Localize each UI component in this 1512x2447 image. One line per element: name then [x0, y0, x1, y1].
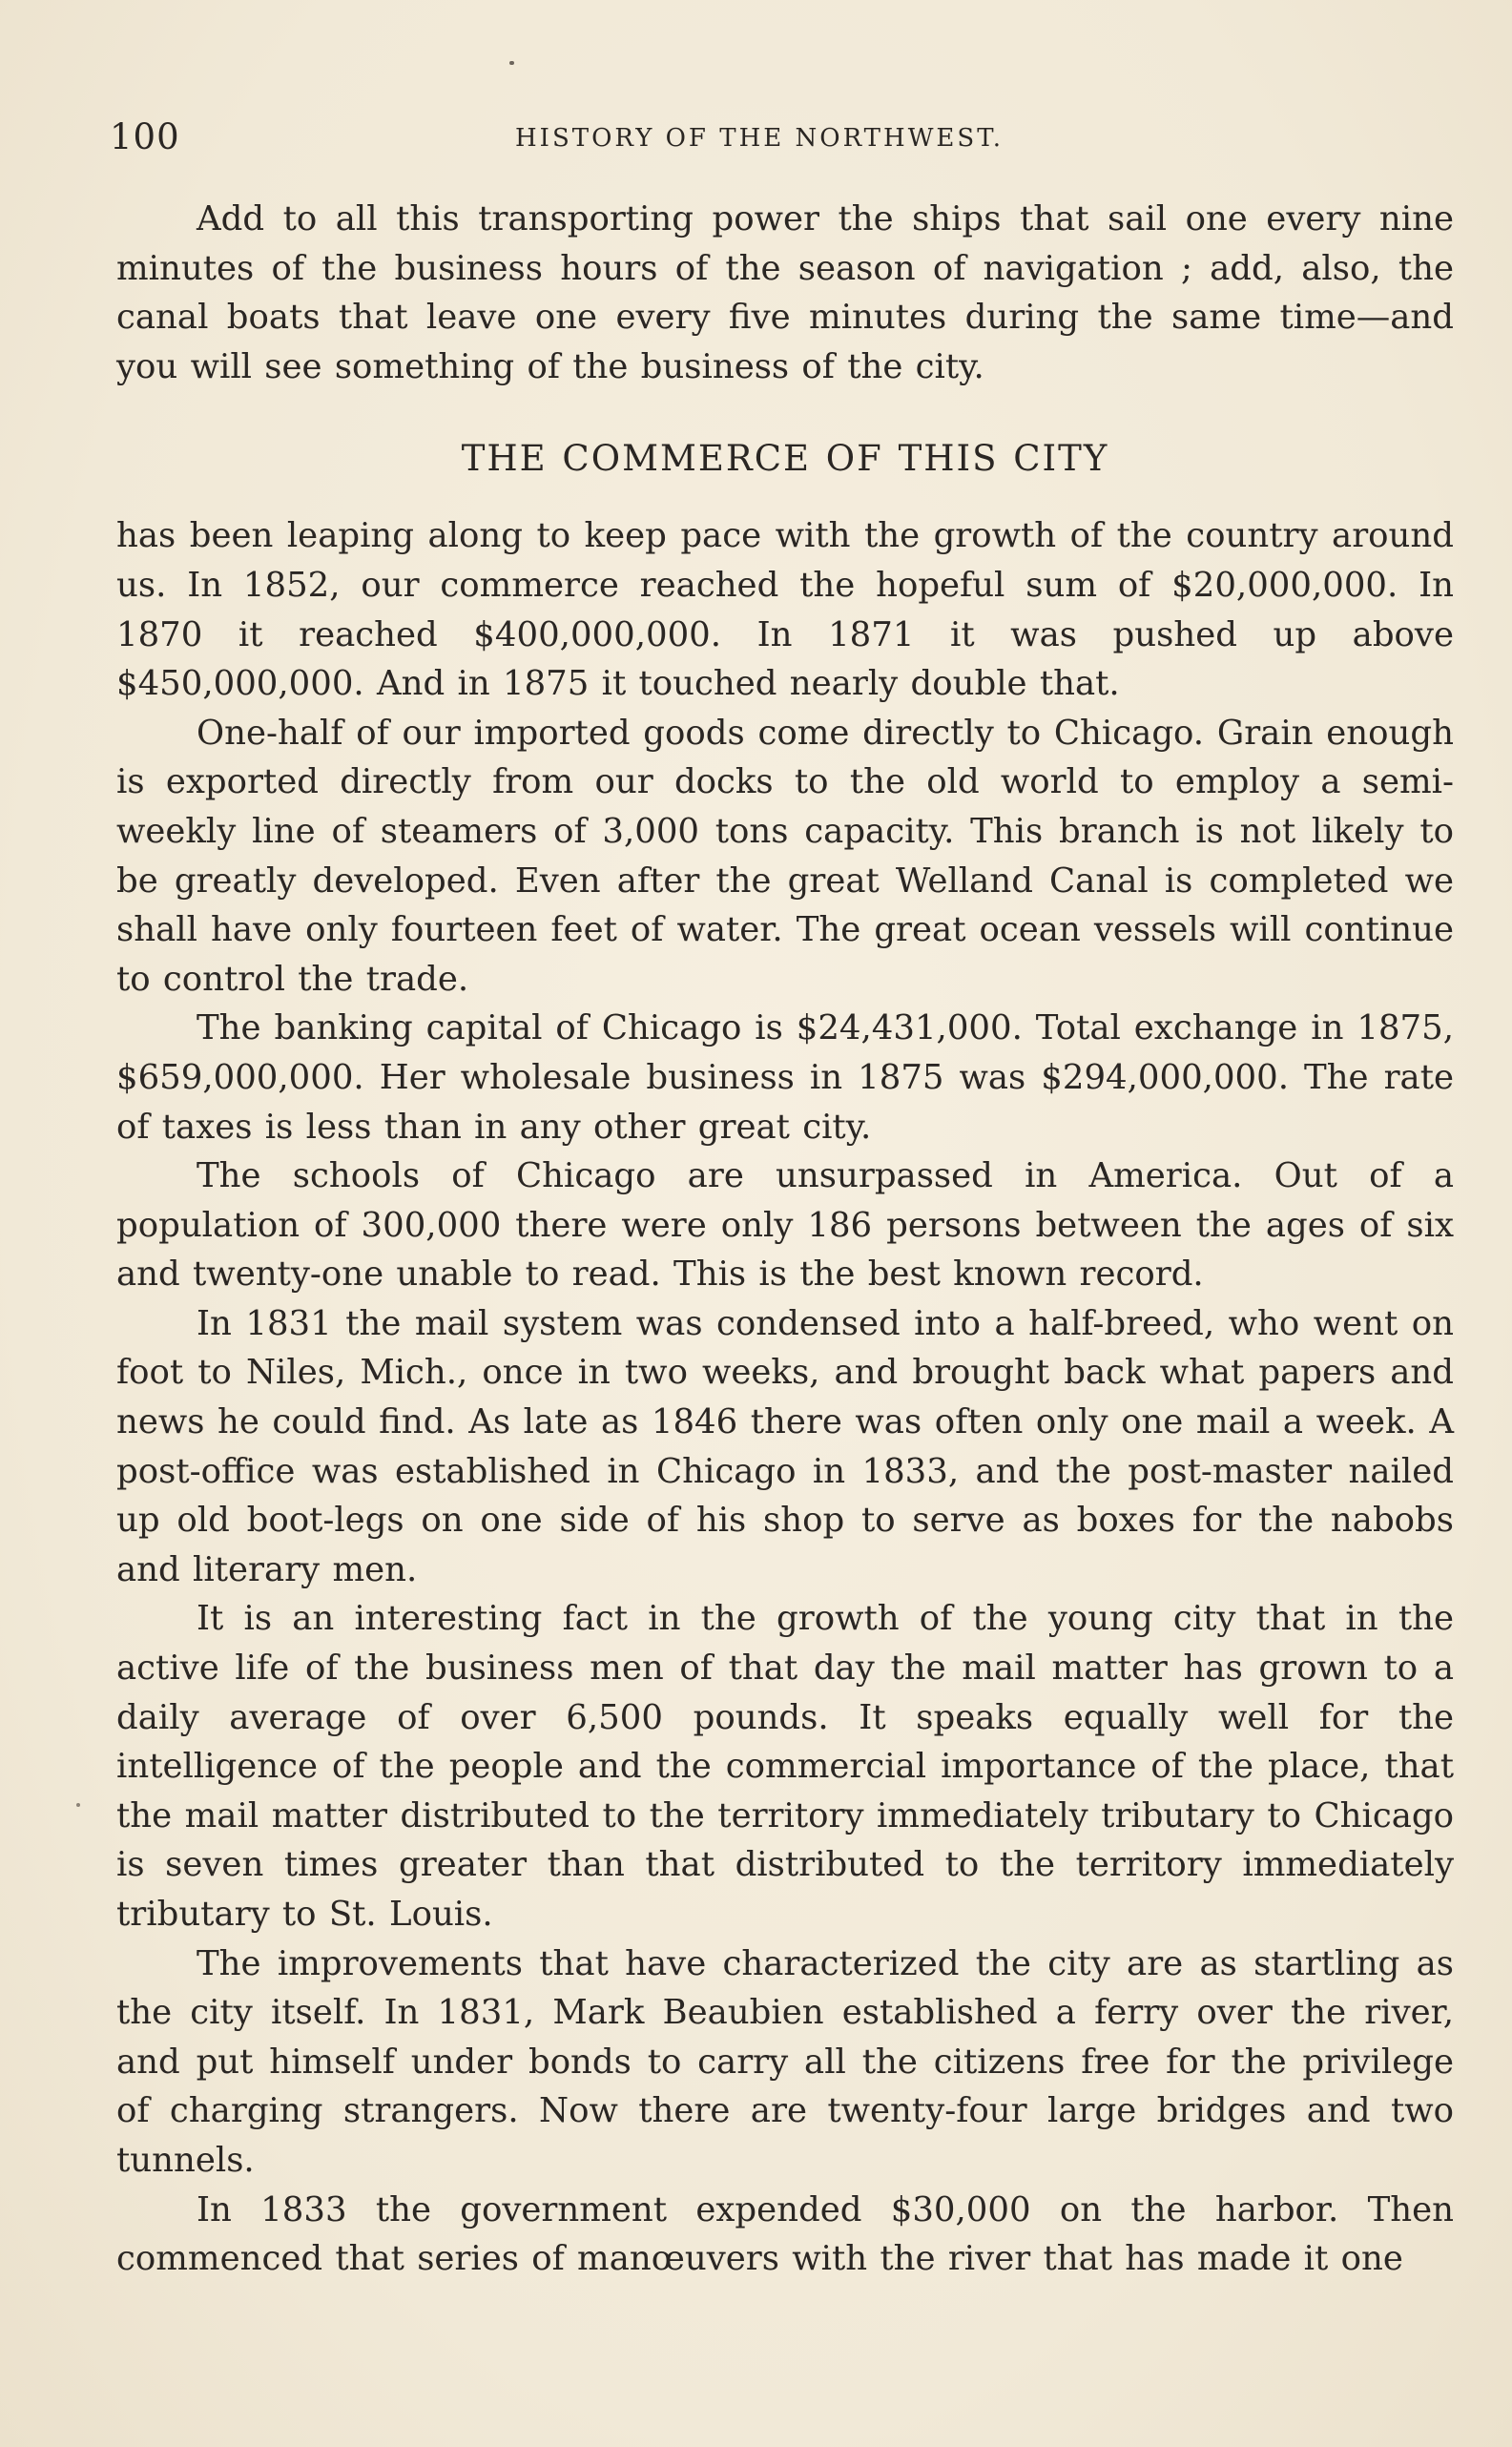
- paragraph-improvements: The improvements that have characterized the city are as startling as the city itself. In 1831, Mark Beaubien established a ferry over the river, and put himself under bonds to carry all the citizens free for the privilege of charging strangers. Now there are twenty-four large bridges and two tunnels.: [116, 1943, 1454, 2180]
- running-head: HISTORY OF THE NORTHWEST.: [515, 124, 1004, 153]
- paragraph-schools: The schools of Chicago are unsurpassed in America. Out of a population of 300,000 there were only 186 persons between the ages of six and twenty-one unable to read. This is the best known record.: [116, 1156, 1454, 1295]
- intro-paragraph: Add to all this transporting power the ships that sail one every nine minutes of the business hours of the season of navigation ; add, also, the canal boats that leave one every five minutes during the same time—and you will see something of the business of the city.: [116, 199, 1454, 386]
- page-number: 100: [110, 116, 180, 157]
- paragraph-mail-system: In 1831 the mail system was condensed into a half-breed, who went on foot to Niles, Mich., once in two weeks, and brought back what papers and news he could find. As late as 1846 there was often only one mail a week. A post-office was established in Chicago in 1833, and the post-master nailed up old boot-legs on one side of his shop to serve as boxes for the nabobs and literary men.: [116, 1303, 1454, 1589]
- section-heading: THE COMMERCE OF THIS CITY: [461, 438, 1109, 480]
- page-body: [116, 195, 1454, 2284]
- paragraph-imports: One-half of our imported goods come directly to Chicago. Grain enough is exported directly from our docks to the old world to employ a semi-weekly line of steamers of 3,000 tons capacity. This branch is not likely to be greatly developed. Even after the great Welland Canal is completed we shall have only fourteen feet of water. The great ocean vessels will continue to control the trade.: [116, 713, 1454, 999]
- margin-speck: [76, 1803, 80, 1807]
- paragraph-mail-growth: It is an interesting fact in the growth of the young city that in the active life of the business men of that day the mail matter has grown to a daily average of over 6,500 pounds. It speaks equally well for the intelligence of the people and the commercial importance of the place, that the mail matter distributed to the territory immediately tributary to Chicago is seven times greater than that distributed to the territory immediately tributary to St. Louis.: [116, 1599, 1454, 1934]
- page-header: [110, 116, 1460, 162]
- paragraph-harbor: In 1833 the government expended $30,000 on the harbor. Then commenced that series of manœuvers with the river that has made it one: [116, 2189, 1454, 2279]
- print-speck: [509, 61, 514, 65]
- paragraph-commerce: has been leaping along to keep pace with the growth of the country around us. In 1852, our commerce reached the hopeful sum of $20,000,000. In 1870 it reached $400,000,000. In 1871 it was pushed up above $450,000,000. And in 1875 it touched nearly double that.: [116, 516, 1454, 704]
- paragraph-banking: The banking capital of Chicago is $24,431,000. Total exchange in 1875, $659,000,000. Her wholesale business in 1875 was $294,000,000. The rate of taxes is less than in any other great city.: [116, 1008, 1454, 1147]
